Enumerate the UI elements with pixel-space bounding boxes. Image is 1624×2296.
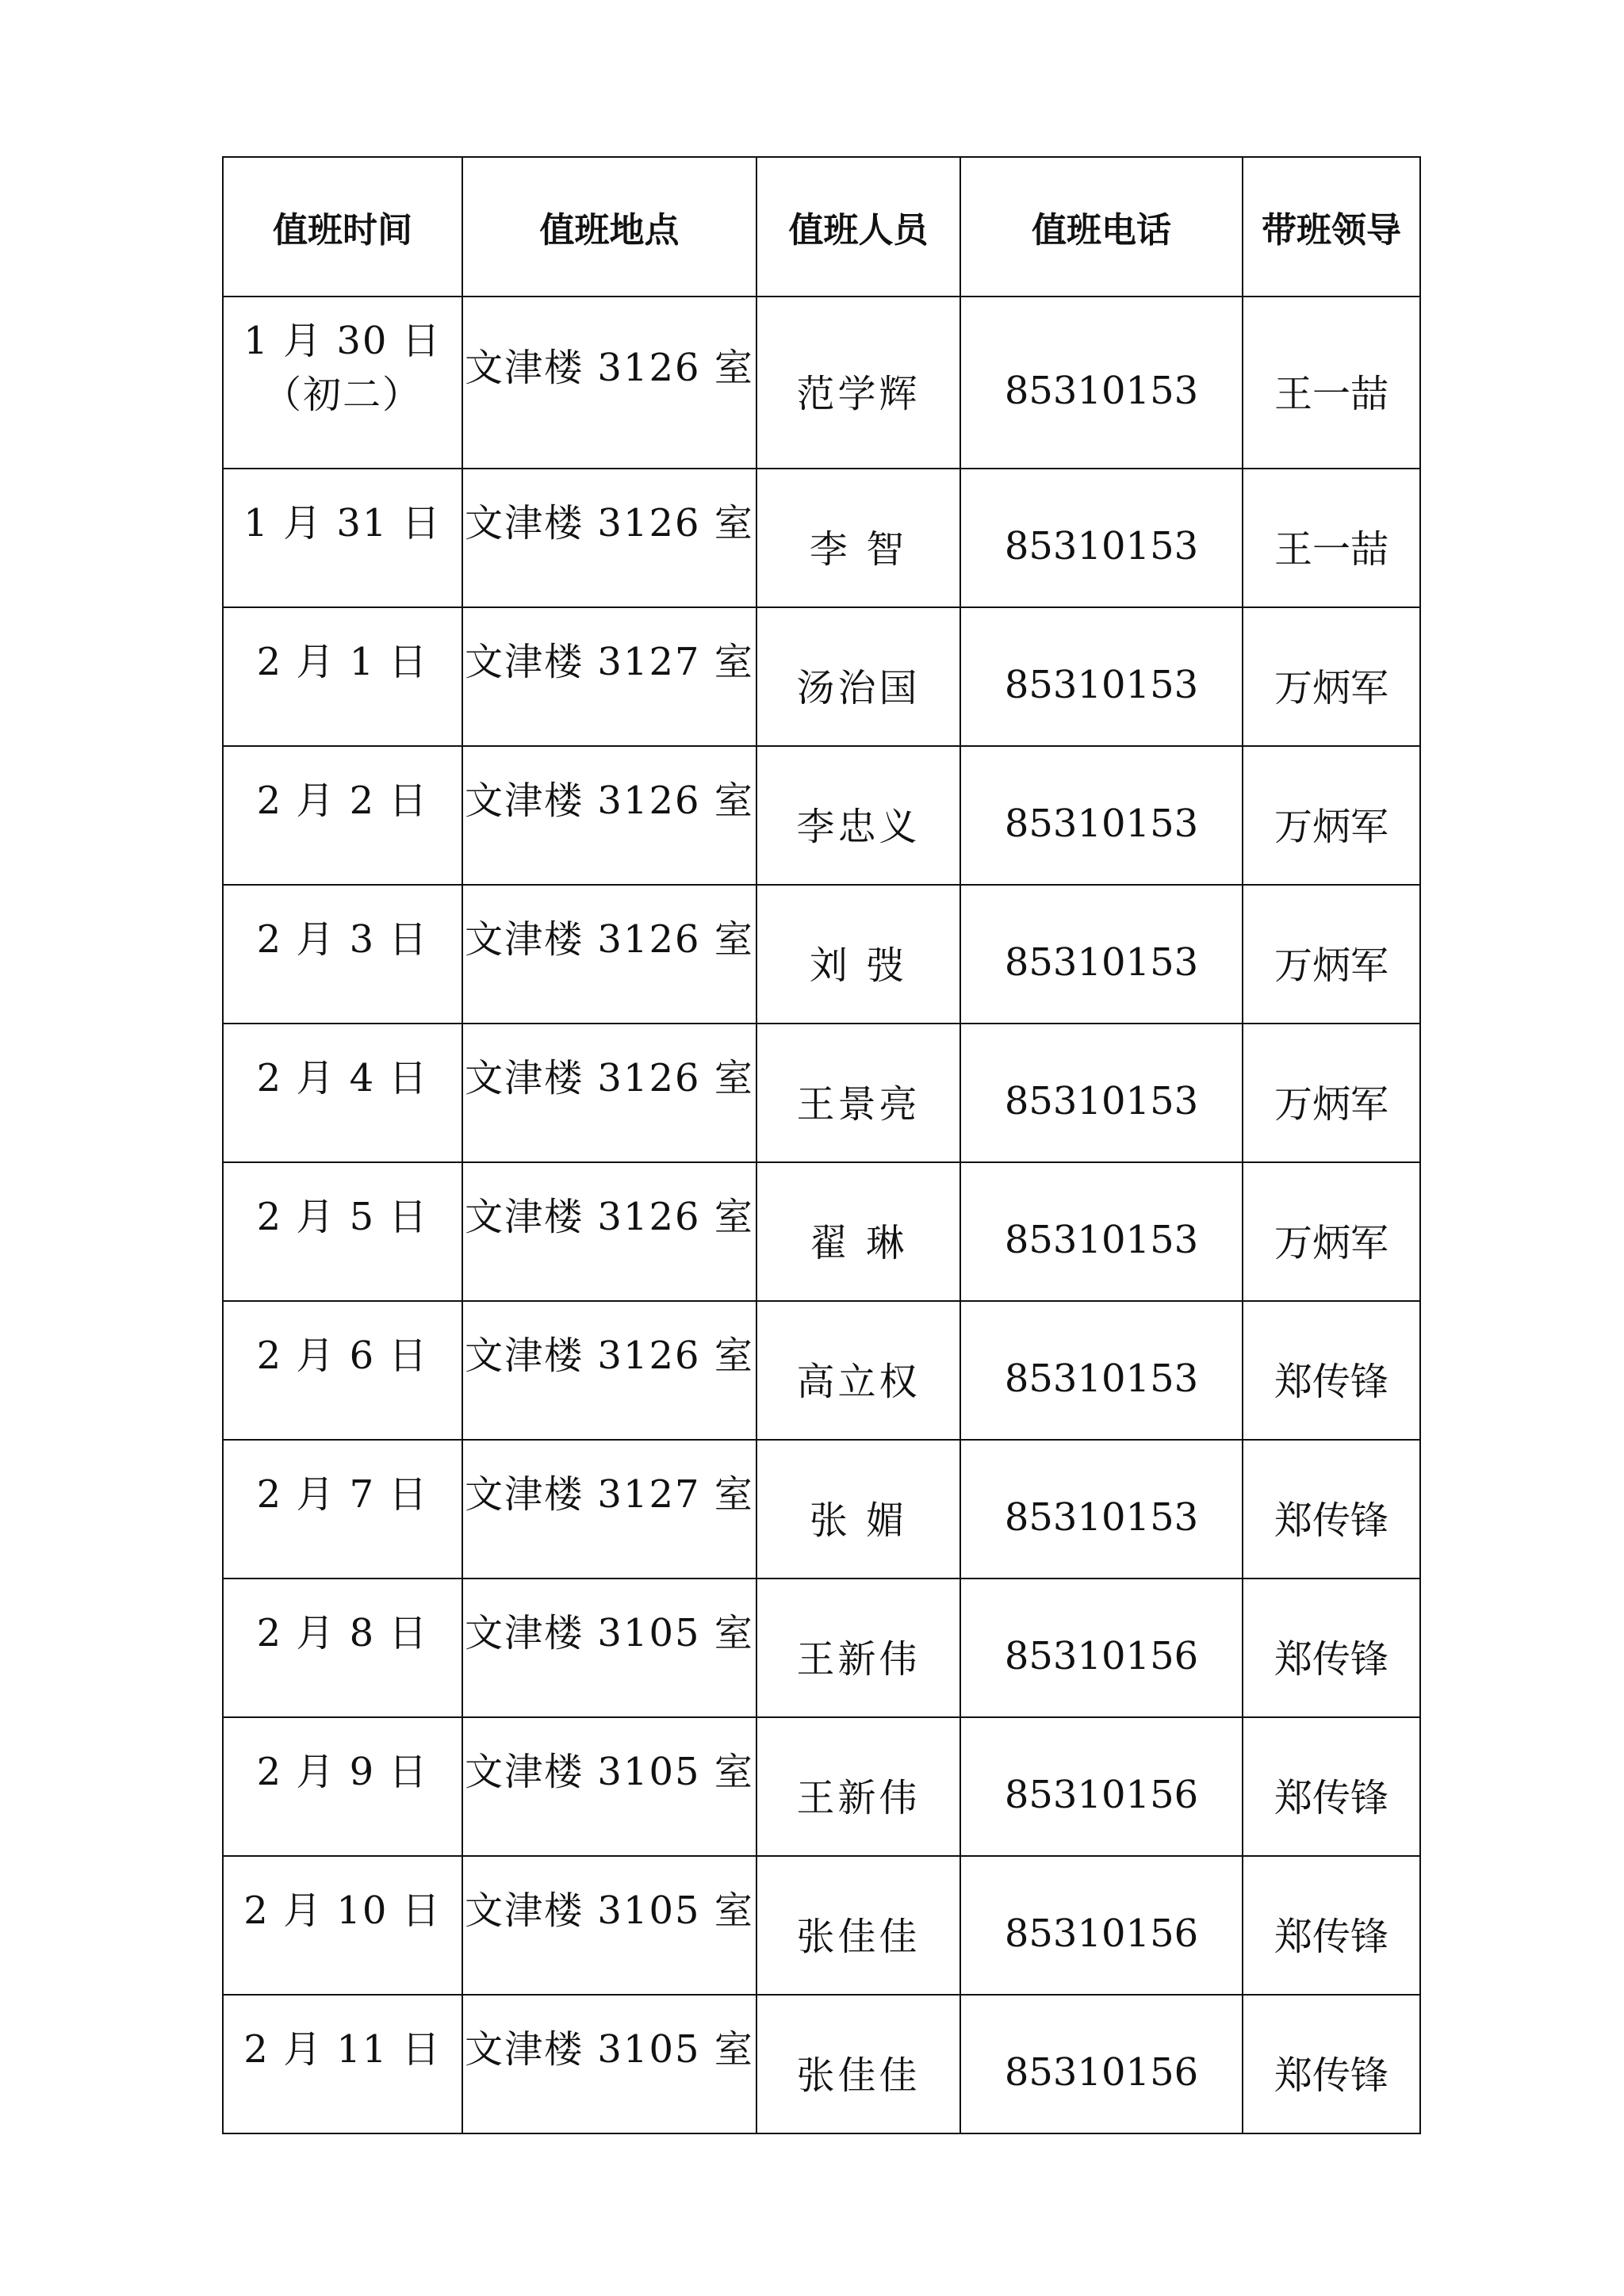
cell-place	[462, 1717, 756, 1856]
table-row	[223, 1856, 1420, 1995]
cell-date	[223, 1301, 462, 1440]
leader-text: 万炳军	[1274, 1082, 1388, 1127]
cell-person	[756, 1024, 960, 1162]
place-text: 文津楼 3126 室	[465, 500, 754, 545]
cell-person	[756, 1162, 960, 1301]
person-text: 张佳佳	[796, 1915, 921, 1959]
person-text: 王新伟	[796, 1637, 921, 1682]
cell-leader	[1243, 746, 1420, 885]
person-text: 王新伟	[796, 1776, 921, 1820]
phone-text: 85310153	[1004, 1494, 1199, 1540]
cell-person	[756, 1856, 960, 1995]
cell-phone	[960, 1024, 1243, 1162]
cell-person	[756, 607, 960, 746]
place-text: 文津楼 3126 室	[465, 1055, 754, 1100]
person-text: 刘 弢	[809, 943, 908, 988]
cell-phone	[960, 885, 1243, 1024]
cell-person	[756, 746, 960, 885]
leader-text: 郑传锋	[1274, 1637, 1388, 1682]
header-leader: 带班领导	[1243, 157, 1420, 297]
duty-schedule-table	[222, 156, 1421, 2134]
leader-text: 王一喆	[1274, 527, 1388, 572]
person-text: 王景亮	[796, 1082, 921, 1127]
person-text: 张 媚	[809, 1498, 908, 1543]
cell-date	[223, 885, 462, 1024]
cell-leader	[1243, 469, 1420, 607]
date-text: 2 月 6 日	[256, 1333, 429, 1378]
person-text: 张佳佳	[796, 2053, 921, 2098]
date-note-text: （初二）	[262, 372, 422, 417]
phone-text: 85310153	[1004, 1078, 1199, 1123]
cell-place	[462, 1301, 756, 1440]
table-row	[223, 1717, 1420, 1856]
leader-text: 郑传锋	[1274, 1915, 1388, 1959]
cell-phone	[960, 746, 1243, 885]
cell-place	[462, 885, 756, 1024]
leader-text: 万炳军	[1274, 1221, 1388, 1265]
phone-text: 85310153	[1004, 1356, 1199, 1401]
cell-leader	[1243, 1995, 1420, 2133]
table-row	[223, 746, 1420, 885]
cell-place	[462, 1578, 756, 1717]
cell-person	[756, 1301, 960, 1440]
place-text: 文津楼 3105 室	[465, 2026, 754, 2072]
table-row	[223, 885, 1420, 1024]
phone-text: 85310153	[1004, 523, 1199, 568]
cell-phone	[960, 1856, 1243, 1995]
cell-leader	[1243, 1162, 1420, 1301]
cell-person	[756, 469, 960, 607]
table-row	[223, 1162, 1420, 1301]
cell-leader	[1243, 607, 1420, 746]
leader-text: 万炳军	[1274, 666, 1388, 710]
cell-place	[462, 469, 756, 607]
cell-person	[756, 1440, 960, 1578]
cell-date	[223, 746, 462, 885]
date-text: 2 月 10 日	[243, 1888, 442, 1933]
date-text: 2 月 11 日	[243, 2026, 442, 2072]
cell-date	[223, 1162, 462, 1301]
cell-place	[462, 1162, 756, 1301]
header-date: 值班时间	[223, 157, 462, 297]
date-text: 2 月 1 日	[256, 639, 429, 684]
leader-text: 郑传锋	[1274, 2053, 1388, 2098]
place-text: 文津楼 3126 室	[465, 778, 754, 823]
header-place: 值班地点	[462, 157, 756, 297]
place-text: 文津楼 3126 室	[465, 1194, 754, 1239]
cell-date	[223, 1440, 462, 1578]
place-text: 文津楼 3105 室	[465, 1610, 754, 1655]
place-text: 文津楼 3126 室	[465, 916, 754, 962]
cell-leader	[1243, 297, 1420, 469]
cell-date	[223, 1856, 462, 1995]
place-text: 文津楼 3126 室	[465, 345, 754, 390]
person-text: 李忠义	[796, 805, 921, 849]
place-text: 文津楼 3127 室	[465, 1471, 754, 1517]
cell-place	[462, 297, 756, 469]
phone-text: 85310156	[1004, 1772, 1199, 1817]
phone-text: 85310156	[1004, 2049, 1199, 2095]
leader-text: 郑传锋	[1274, 1498, 1388, 1543]
cell-place	[462, 607, 756, 746]
phone-text: 85310156	[1004, 1633, 1199, 1678]
cell-phone	[960, 1301, 1243, 1440]
date-text: 1 月 31 日	[243, 500, 442, 545]
cell-leader	[1243, 1578, 1420, 1717]
table-row	[223, 1024, 1420, 1162]
date-text: 1 月 30 日	[243, 319, 442, 364]
date-text: 2 月 4 日	[256, 1055, 429, 1100]
cell-phone	[960, 1995, 1243, 2133]
cell-leader	[1243, 1440, 1420, 1578]
table-row	[223, 1995, 1420, 2133]
cell-phone	[960, 1717, 1243, 1856]
table-row	[223, 1440, 1420, 1578]
date-text: 2 月 8 日	[256, 1610, 429, 1655]
date-text: 2 月 3 日	[256, 916, 429, 962]
leader-text: 万炳军	[1274, 805, 1388, 849]
table-row	[223, 297, 1420, 469]
place-text: 文津楼 3105 室	[465, 1749, 754, 1794]
cell-date	[223, 1024, 462, 1162]
person-text: 范学辉	[796, 372, 921, 416]
cell-leader	[1243, 1024, 1420, 1162]
leader-text: 万炳军	[1274, 943, 1388, 988]
cell-date	[223, 607, 462, 746]
place-text: 文津楼 3105 室	[465, 1888, 754, 1933]
cell-phone	[960, 1578, 1243, 1717]
date-text: 2 月 9 日	[256, 1749, 429, 1794]
cell-leader	[1243, 885, 1420, 1024]
person-text: 高立权	[796, 1360, 921, 1404]
person-text: 翟 琳	[809, 1221, 908, 1265]
table-row	[223, 607, 1420, 746]
place-text: 文津楼 3126 室	[465, 1333, 754, 1378]
cell-date	[223, 469, 462, 607]
cell-person	[756, 1995, 960, 2133]
phone-text: 85310153	[1004, 662, 1199, 707]
cell-phone	[960, 297, 1243, 469]
cell-place	[462, 1024, 756, 1162]
cell-place	[462, 1440, 756, 1578]
cell-leader	[1243, 1717, 1420, 1856]
cell-phone	[960, 1440, 1243, 1578]
cell-place	[462, 1856, 756, 1995]
phone-text: 85310153	[1004, 368, 1199, 413]
phone-text: 85310153	[1004, 939, 1199, 985]
cell-person	[756, 297, 960, 469]
cell-date	[223, 1717, 462, 1856]
table-row	[223, 1301, 1420, 1440]
cell-phone	[960, 607, 1243, 746]
leader-text: 郑传锋	[1274, 1360, 1388, 1404]
cell-person	[756, 1717, 960, 1856]
header-phone: 值班电话	[960, 157, 1243, 297]
cell-phone	[960, 1162, 1243, 1301]
table-row	[223, 469, 1420, 607]
cell-date	[223, 1578, 462, 1717]
cell-date	[223, 297, 462, 469]
cell-person	[756, 885, 960, 1024]
cell-place	[462, 1995, 756, 2133]
date-text: 2 月 5 日	[256, 1194, 429, 1239]
person-text: 李 智	[809, 527, 908, 572]
person-text: 汤治国	[796, 666, 921, 710]
cell-place	[462, 746, 756, 885]
phone-text: 85310153	[1004, 1217, 1199, 1262]
table-row	[223, 1578, 1420, 1717]
date-text: 2 月 2 日	[256, 778, 429, 823]
cell-phone	[960, 469, 1243, 607]
leader-text: 王一喆	[1274, 372, 1388, 416]
header-person: 值班人员	[756, 157, 960, 297]
cell-leader	[1243, 1301, 1420, 1440]
table-header-row	[223, 157, 1420, 297]
cell-leader	[1243, 1856, 1420, 1995]
place-text: 文津楼 3127 室	[465, 639, 754, 684]
cell-date	[223, 1995, 462, 2133]
leader-text: 郑传锋	[1274, 1776, 1388, 1820]
phone-text: 85310153	[1004, 801, 1199, 846]
date-text: 2 月 7 日	[256, 1471, 429, 1517]
cell-person	[756, 1578, 960, 1717]
phone-text: 85310156	[1004, 1911, 1199, 1956]
